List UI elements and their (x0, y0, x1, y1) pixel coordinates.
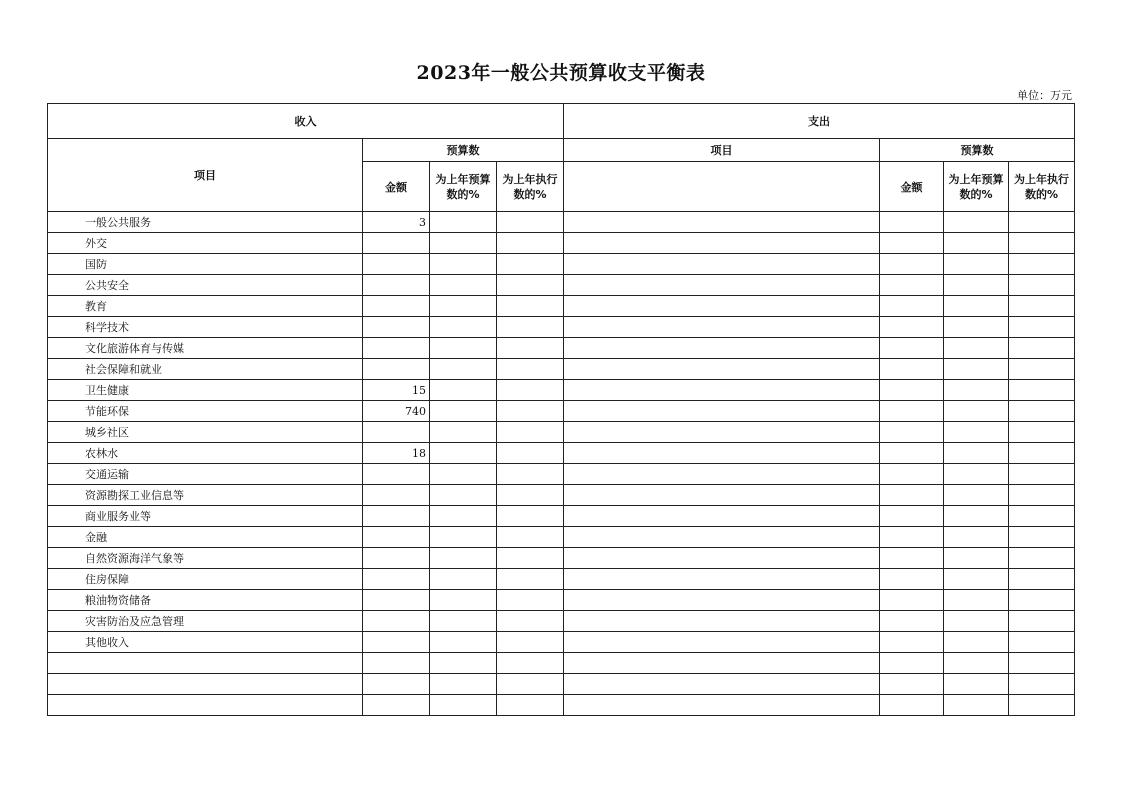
income-item-cell: 交通运输 (48, 464, 363, 485)
table-row (48, 590, 1075, 611)
income-amount-cell (363, 317, 430, 338)
income-item-cell: 城乡社区 (48, 422, 363, 443)
expense-amount-cell (880, 506, 944, 527)
income-pct-prev-budget-cell (430, 674, 497, 695)
income-pct-prev-exec-cell (497, 611, 564, 632)
expense-item-cell (564, 653, 880, 674)
income-item-cell: 金融 (48, 527, 363, 548)
table-row (48, 632, 1075, 653)
table-row (48, 233, 1075, 254)
income-amount-cell (363, 296, 430, 317)
income-pct-prev-exec-cell (497, 548, 564, 569)
income-pct-prev-budget-cell (430, 296, 497, 317)
expense-pct-prev-exec-cell (1009, 548, 1075, 569)
income-pct-prev-exec-cell (497, 464, 564, 485)
expense-amount-cell (880, 569, 944, 590)
expense-amount-cell (880, 422, 944, 443)
income-item-cell: 一般公共服务 (48, 212, 363, 233)
expense-pct-prev-exec-cell (1009, 611, 1075, 632)
table-row (48, 464, 1075, 485)
income-pct-prev-budget-cell (430, 464, 497, 485)
page-title: 2023年一般公共预算收支平衡表 (416, 62, 706, 84)
income-pct-prev-exec-cell (497, 254, 564, 275)
table-row (48, 275, 1075, 296)
income-pct-prev-exec-cell (497, 338, 564, 359)
expense-amount-cell (880, 338, 944, 359)
table-row (48, 485, 1075, 506)
unit-label: 单位：万元 (1017, 89, 1072, 102)
table-row (48, 653, 1075, 674)
expense-amount-cell (880, 674, 944, 695)
expense-item-cell (564, 317, 880, 338)
income-pct-prev-exec-cell (497, 380, 564, 401)
expense-pct-prev-budget-cell (944, 653, 1009, 674)
income-amount-cell: 18 (363, 443, 430, 464)
table-row (48, 254, 1075, 275)
income-pct-prev-exec-cell (497, 212, 564, 233)
income-amount-cell (363, 275, 430, 296)
expense-amount-cell (880, 632, 944, 653)
expense-pct-prev-exec-cell (1009, 296, 1075, 317)
income-item-cell (48, 674, 363, 695)
expense-amount-cell (880, 212, 944, 233)
expense-item-cell (564, 632, 880, 653)
expense-pct-prev-budget-cell (944, 632, 1009, 653)
income-item-cell: 外交 (48, 233, 363, 254)
expense-pct-prev-budget-cell (944, 590, 1009, 611)
expense-amount-cell (880, 548, 944, 569)
expense-pct-prev-budget-cell (944, 380, 1009, 401)
income-pct-prev-exec-cell (497, 485, 564, 506)
expense-pct-prev-exec-cell (1009, 569, 1075, 590)
table-row (48, 212, 1075, 233)
income-budget-header: 预算数 (363, 139, 564, 162)
income-amount-cell (363, 674, 430, 695)
expense-item-cell (564, 254, 880, 275)
expense-budget-header: 预算数 (880, 139, 1075, 162)
income-pct-prev-exec-cell (497, 569, 564, 590)
expense-item-cell (564, 380, 880, 401)
table-row (48, 443, 1075, 464)
income-item-cell: 自然资源海洋气象等 (48, 548, 363, 569)
expense-pct-prev-budget-cell (944, 338, 1009, 359)
expense-item-cell (564, 527, 880, 548)
expense-pct-prev-exec-cell (1009, 485, 1075, 506)
income-pct-prev-budget-cell (430, 422, 497, 443)
income-pct-prev-exec-cell (497, 632, 564, 653)
expense-item-cell (564, 296, 880, 317)
expense-item-cell (564, 674, 880, 695)
expense-pct-prev-exec-header: 为上年执行数的% (1009, 162, 1075, 212)
table-row (48, 527, 1075, 548)
expense-pct-prev-exec-cell (1009, 401, 1075, 422)
income-item-cell: 社会保障和就业 (48, 359, 363, 380)
expense-pct-prev-budget-cell (944, 443, 1009, 464)
income-pct-prev-exec-cell (497, 443, 564, 464)
income-pct-prev-budget-cell (430, 401, 497, 422)
income-pct-prev-budget-header: 为上年预算数的% (430, 162, 497, 212)
expense-pct-prev-budget-cell (944, 569, 1009, 590)
expense-pct-prev-budget-cell (944, 674, 1009, 695)
expense-item-cell (564, 275, 880, 296)
income-item-cell: 其他收入 (48, 632, 363, 653)
income-pct-prev-exec-cell (497, 296, 564, 317)
income-amount-cell (363, 590, 430, 611)
expense-item-cell (564, 212, 880, 233)
income-item-cell: 农林水 (48, 443, 363, 464)
expense-pct-prev-budget-cell (944, 611, 1009, 632)
expense-pct-prev-budget-cell (944, 527, 1009, 548)
income-amount-cell (363, 611, 430, 632)
income-pct-prev-exec-cell (497, 695, 564, 716)
expense-amount-cell (880, 275, 944, 296)
income-pct-prev-exec-cell (497, 233, 564, 254)
expense-amount-cell (880, 233, 944, 254)
income-pct-prev-budget-cell (430, 275, 497, 296)
expense-item-cell (564, 485, 880, 506)
income-amount-cell (363, 422, 430, 443)
income-pct-prev-exec-cell (497, 653, 564, 674)
expense-amount-cell (880, 359, 944, 380)
income-pct-prev-budget-cell (430, 380, 497, 401)
expense-pct-prev-exec-cell (1009, 674, 1075, 695)
income-pct-prev-budget-cell (430, 632, 497, 653)
income-item-cell: 国防 (48, 254, 363, 275)
income-amount-cell (363, 569, 430, 590)
expense-item-cell (564, 506, 880, 527)
income-item-cell: 粮油物资储备 (48, 590, 363, 611)
expense-amount-cell (880, 254, 944, 275)
income-item-cell: 公共安全 (48, 275, 363, 296)
table-row (48, 506, 1075, 527)
expense-pct-prev-budget-cell (944, 695, 1009, 716)
expense-pct-prev-budget-cell (944, 254, 1009, 275)
expense-item-header: 项目 (564, 139, 880, 162)
expense-pct-prev-budget-cell (944, 296, 1009, 317)
income-pct-prev-budget-cell (430, 695, 497, 716)
expense-pct-prev-exec-cell (1009, 212, 1075, 233)
table-row (48, 674, 1075, 695)
table-row (48, 296, 1075, 317)
expense-amount-cell (880, 695, 944, 716)
income-pct-prev-budget-cell (430, 506, 497, 527)
income-item-cell (48, 695, 363, 716)
income-item-cell: 灾害防治及应急管理 (48, 611, 363, 632)
table-row (48, 401, 1075, 422)
expense-pct-prev-exec-cell (1009, 422, 1075, 443)
expense-pct-prev-exec-cell (1009, 506, 1075, 527)
income-amount-cell (363, 359, 430, 380)
income-amount-cell: 15 (363, 380, 430, 401)
income-amount-cell (363, 695, 430, 716)
table-row (48, 695, 1075, 716)
income-pct-prev-exec-cell (497, 590, 564, 611)
expense-amount-header: 金额 (880, 162, 944, 212)
income-pct-prev-budget-cell (430, 443, 497, 464)
balance-table (47, 103, 1075, 716)
table-row (48, 359, 1075, 380)
table-row (48, 380, 1075, 401)
expense-item-cell (564, 443, 880, 464)
income-item-cell (48, 653, 363, 674)
expense-pct-prev-exec-cell (1009, 275, 1075, 296)
income-pct-prev-budget-cell (430, 527, 497, 548)
income-amount-cell (363, 653, 430, 674)
income-amount-cell (363, 485, 430, 506)
expense-pct-prev-exec-cell (1009, 317, 1075, 338)
expense-amount-cell (880, 317, 944, 338)
expense-pct-prev-exec-cell (1009, 380, 1075, 401)
income-item-cell: 资源勘探工业信息等 (48, 485, 363, 506)
table-row (48, 317, 1075, 338)
income-pct-prev-budget-cell (430, 590, 497, 611)
expense-item-cell (564, 422, 880, 443)
expense-pct-prev-budget-cell (944, 401, 1009, 422)
expense-amount-cell (880, 611, 944, 632)
income-amount-cell (363, 254, 430, 275)
income-amount-cell (363, 464, 430, 485)
income-pct-prev-budget-cell (430, 212, 497, 233)
income-item-cell: 教育 (48, 296, 363, 317)
table-row (48, 611, 1075, 632)
expense-pct-prev-exec-cell (1009, 632, 1075, 653)
income-amount-cell (363, 548, 430, 569)
income-pct-prev-exec-cell (497, 359, 564, 380)
income-pct-prev-budget-cell (430, 569, 497, 590)
expense-amount-cell (880, 590, 944, 611)
expense-item-cell (564, 401, 880, 422)
expense-pct-prev-budget-cell (944, 485, 1009, 506)
income-header: 收入 (48, 104, 564, 139)
income-item-cell: 住房保障 (48, 569, 363, 590)
expense-pct-prev-exec-cell (1009, 338, 1075, 359)
table-row (48, 569, 1075, 590)
income-pct-prev-exec-cell (497, 275, 564, 296)
income-pct-prev-exec-cell (497, 317, 564, 338)
expense-pct-prev-exec-cell (1009, 233, 1075, 254)
expense-pct-prev-budget-cell (944, 506, 1009, 527)
expense-pct-prev-budget-cell (944, 464, 1009, 485)
expense-pct-prev-budget-cell (944, 233, 1009, 254)
income-item-cell: 节能环保 (48, 401, 363, 422)
expense-amount-cell (880, 296, 944, 317)
income-pct-prev-budget-cell (430, 653, 497, 674)
expense-item-cell (564, 695, 880, 716)
table-row (48, 422, 1075, 443)
expense-item-cell (564, 569, 880, 590)
expense-amount-cell (880, 443, 944, 464)
expense-pct-prev-exec-cell (1009, 527, 1075, 548)
income-item-cell: 文化旅游体育与传媒 (48, 338, 363, 359)
income-pct-prev-budget-cell (430, 317, 497, 338)
expense-amount-cell (880, 653, 944, 674)
expense-item-cell (564, 590, 880, 611)
income-item-header: 项目 (48, 139, 363, 212)
expense-amount-cell (880, 464, 944, 485)
income-pct-prev-budget-cell (430, 233, 497, 254)
expense-item-cell (564, 359, 880, 380)
expense-item-blank (564, 162, 880, 212)
income-pct-prev-budget-cell (430, 359, 497, 380)
table-row (48, 548, 1075, 569)
income-pct-prev-budget-cell (430, 338, 497, 359)
expense-pct-prev-budget-cell (944, 359, 1009, 380)
expense-pct-prev-budget-cell (944, 317, 1009, 338)
expense-item-cell (564, 611, 880, 632)
income-item-cell: 商业服务业等 (48, 506, 363, 527)
expense-pct-prev-budget-cell (944, 212, 1009, 233)
table-row (48, 338, 1075, 359)
expense-pct-prev-exec-cell (1009, 653, 1075, 674)
income-item-cell: 科学技术 (48, 317, 363, 338)
income-pct-prev-exec-cell (497, 527, 564, 548)
expense-amount-cell (880, 485, 944, 506)
income-amount-cell: 740 (363, 401, 430, 422)
expense-item-cell (564, 338, 880, 359)
income-pct-prev-budget-cell (430, 548, 497, 569)
income-amount-cell (363, 233, 430, 254)
expense-item-cell (564, 233, 880, 254)
income-pct-prev-exec-cell (497, 401, 564, 422)
expense-pct-prev-budget-cell (944, 548, 1009, 569)
expense-pct-prev-exec-cell (1009, 590, 1075, 611)
expense-pct-prev-exec-cell (1009, 695, 1075, 716)
expense-pct-prev-exec-cell (1009, 359, 1075, 380)
income-item-cell: 卫生健康 (48, 380, 363, 401)
income-pct-prev-budget-cell (430, 254, 497, 275)
expense-pct-prev-exec-cell (1009, 443, 1075, 464)
expense-pct-prev-budget-cell (944, 275, 1009, 296)
income-pct-prev-exec-cell (497, 506, 564, 527)
income-amount-cell (363, 527, 430, 548)
income-pct-prev-budget-cell (430, 611, 497, 632)
expense-amount-cell (880, 527, 944, 548)
expense-header: 支出 (564, 104, 1075, 139)
expense-pct-prev-exec-cell (1009, 464, 1075, 485)
expense-item-cell (564, 548, 880, 569)
income-amount-cell (363, 338, 430, 359)
income-pct-prev-exec-cell (497, 674, 564, 695)
income-pct-prev-exec-cell (497, 422, 564, 443)
income-amount-header: 金额 (363, 162, 430, 212)
expense-pct-prev-budget-cell (944, 422, 1009, 443)
income-pct-prev-exec-header: 为上年执行数的% (497, 162, 564, 212)
expense-item-cell (564, 464, 880, 485)
income-pct-prev-budget-cell (430, 485, 497, 506)
expense-amount-cell (880, 401, 944, 422)
income-amount-cell (363, 632, 430, 653)
expense-pct-prev-exec-cell (1009, 254, 1075, 275)
income-amount-cell (363, 506, 430, 527)
expense-pct-prev-budget-header: 为上年预算数的% (944, 162, 1009, 212)
expense-amount-cell (880, 380, 944, 401)
income-amount-cell: 3 (363, 212, 430, 233)
